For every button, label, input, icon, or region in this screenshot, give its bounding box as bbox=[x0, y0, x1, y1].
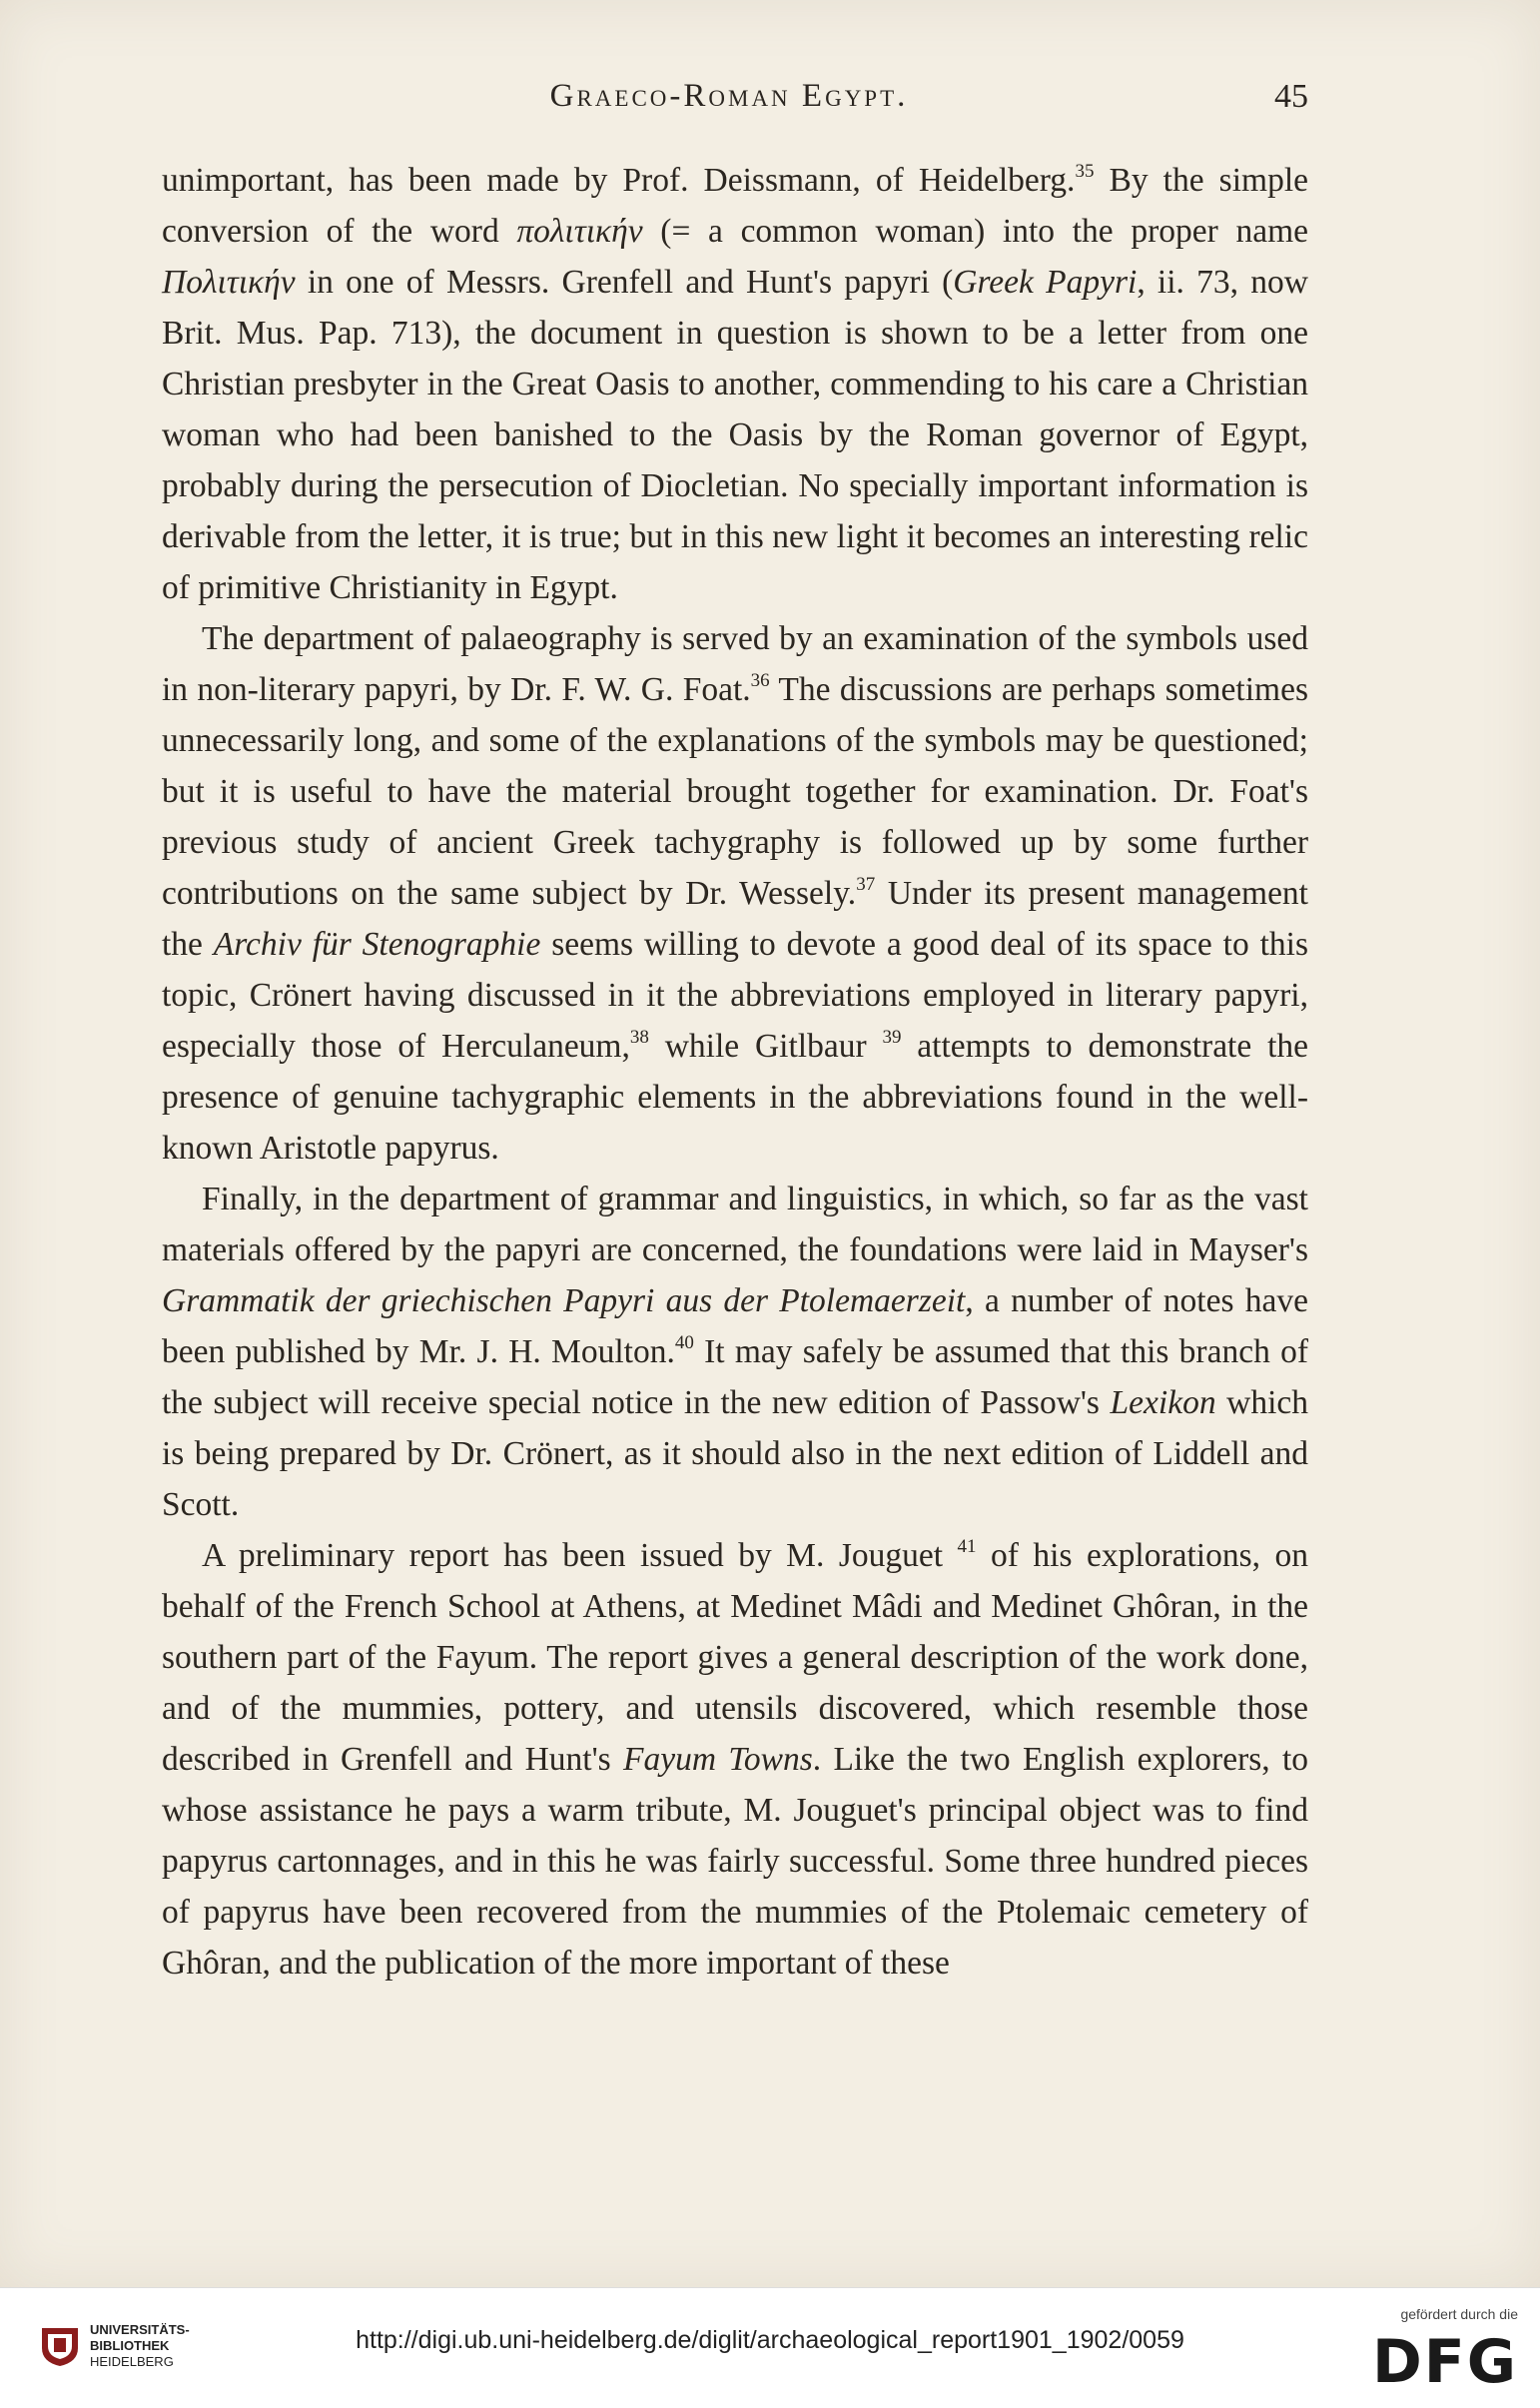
footnote-ref: 39 bbox=[882, 1027, 902, 1048]
body-text bbox=[162, 155, 1308, 1989]
library-name-line: UNIVERSITÄTS- bbox=[90, 2322, 190, 2337]
text-run: By the simple conversion of the word bbox=[162, 162, 1308, 250]
text-run: unimportant, has been made by Prof. Deissmann, of Heidelberg. bbox=[162, 162, 1076, 199]
text-run: of his explorations, on behalf of the French School at Athens, at Medinet Mâdi and Medinet Ghôran, in the southern part of the Fayum. The report gives a general description of the work done, and of the mummies, pottery, and utensils discovered, which resemble those described in Grenfell and Hunt's bbox=[162, 1537, 1308, 1778]
running-title: Graeco-Roman Egypt. bbox=[549, 78, 909, 114]
italic-text: Lexikon bbox=[1110, 1384, 1216, 1421]
paragraph bbox=[162, 155, 1308, 613]
dfg-logo: DFG bbox=[1371, 2327, 1518, 2397]
footnote-ref: 40 bbox=[674, 1332, 694, 1353]
permalink-url[interactable]: http://digi.ub.uni-heidelberg.de/diglit/archaeological_report1901_1902/0059 bbox=[356, 2326, 1184, 2354]
page-number: 45 bbox=[1274, 78, 1308, 115]
library-name-line: HEIDELBERG bbox=[90, 2354, 174, 2369]
text-run: . Like the two English explorers, to whose assistance he pays a warm tribute, M. Jouguet's principal object was to find papyrus cartonnages, and in this he was fairly successful. Some three hundred pieces of papyrus have been recovered from the mummies of the Ptolemaic cemetery of Ghôran, and the publication of the more important of these bbox=[162, 1741, 1308, 1982]
funded-by-label: gefördert durch die bbox=[1400, 2306, 1518, 2322]
footnote-ref: 35 bbox=[1075, 161, 1095, 182]
paragraph bbox=[162, 1174, 1308, 1530]
paragraph bbox=[162, 1530, 1308, 1989]
italic-text: Greek Papyri bbox=[953, 264, 1138, 301]
running-head bbox=[150, 78, 1308, 128]
text-run: Under its present management the bbox=[162, 875, 1308, 963]
text-run: , a number of notes have been published by Mr. J. H. Moulton. bbox=[162, 1282, 1308, 1370]
text-run: attempts to demonstrate the presence of genuine tachygraphic elements in the abbreviations found in the well-known Aristotle papyrus. bbox=[162, 1028, 1308, 1167]
text-run: while Gitlbaur bbox=[648, 1028, 883, 1065]
text-run: It may safely be assumed that this branch of the subject will receive special notice in the new edition of Passow's bbox=[162, 1333, 1308, 1421]
text-run: (= a common woman) into the proper name bbox=[642, 213, 1308, 250]
footnote-ref: 36 bbox=[750, 670, 770, 691]
text-run: The department of palaeography is served by an examination of the symbols used in non-literary papyri, by Dr. F. W. G. Foat. bbox=[162, 620, 1308, 708]
library-name-line: BIBLIOTHEK bbox=[90, 2338, 170, 2353]
text-run: which is being prepared by Dr. Crönert, as it should also in the next edition of Liddell and Scott. bbox=[162, 1384, 1309, 1523]
text-run: The discussions are perhaps sometimes unnecessarily long, and some of the explanations of the symbols may be questioned; but it is useful to have the material brought together for examination. Dr. Foat's previous study of ancient Greek tachygraphy is followed up by some further contributions on the same subject by Dr. Wessely. bbox=[162, 671, 1308, 912]
paragraph bbox=[162, 613, 1308, 1174]
italic-text: Πολιτικήν bbox=[162, 264, 296, 301]
footnote-ref: 37 bbox=[856, 874, 876, 895]
text-run: Finally, in the department of grammar and linguistics, in which, so far as the vast materials offered by the papyri are concerned, the foundations were laid in Mayser's bbox=[162, 1181, 1308, 1268]
footnote-ref: 41 bbox=[957, 1536, 977, 1557]
text-run: seems willing to devote a good deal of its space to this topic, Crönert having discussed in it the abbreviations employed in literary papyri, especially those of Herculaneum, bbox=[162, 926, 1308, 1065]
footnote-ref: 38 bbox=[629, 1027, 649, 1048]
text-run: , ii. 73, now Brit. Mus. Pap. 713), the document in question is shown to be a letter from one Christian presbyter in the Great Oasis to another, commending to his care a Christian woman who had been banished to the Oasis by the Roman governor of Egypt, probably during the persecution of Diocletian. No specially important information is derivable from the letter, it is true; but in this new light it becomes an interesting relic of primitive Christianity in Egypt. bbox=[162, 264, 1308, 606]
italic-text: Grammatik der griechischen Papyri aus der Ptolemaerzeit bbox=[162, 1282, 966, 1319]
italic-text: πολιτικήν bbox=[516, 213, 643, 250]
text-run: in one of Messrs. Grenfell and Hunt's papyri ( bbox=[295, 264, 954, 301]
digitization-footer bbox=[0, 2287, 1540, 2408]
text-run: A preliminary report has been issued by M. Jouguet bbox=[202, 1537, 958, 1574]
italic-text: Fayum Towns bbox=[623, 1741, 813, 1778]
italic-text: Archiv für Stenographie bbox=[213, 926, 541, 963]
